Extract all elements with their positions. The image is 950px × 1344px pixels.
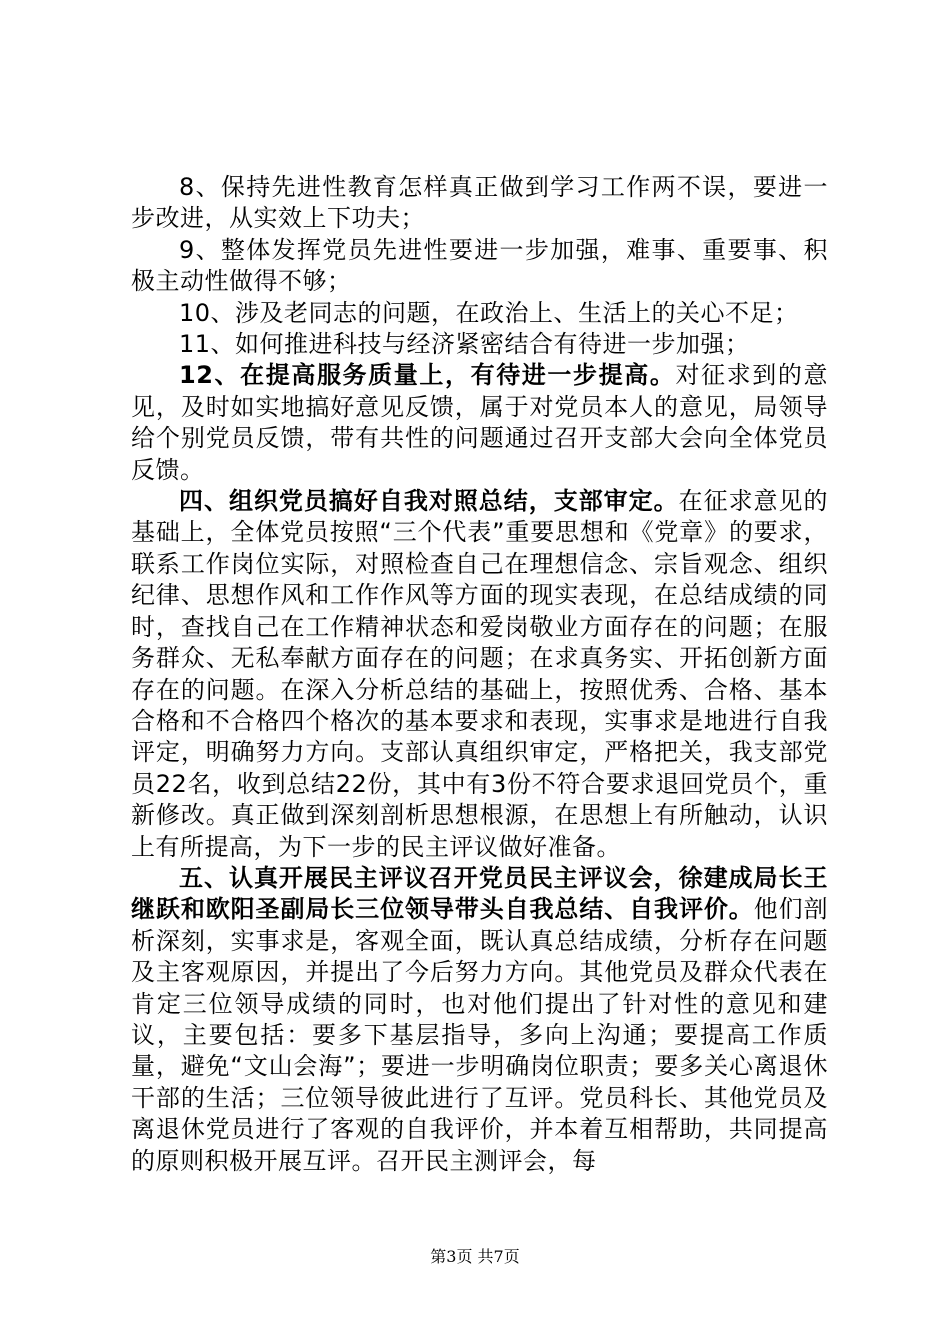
paragraph-body: 对征求到的意见，及时如实地搞好意见反馈，属于对党员本人的意见，局领导给个别党员反馈，带有共性的问题通过召开支部大会向全体党员反馈。 [131, 361, 828, 484]
paragraph-lead: 11、如何推进科技与经济紧密结合有待进一步加强； [179, 330, 750, 359]
paragraph-lead: 9、整体发挥党员先进性要进一步加强，难事、重要事、积极主动性做得不够； [131, 235, 828, 296]
paragraph-item-12 [131, 360, 828, 486]
section-five-paragraph [131, 863, 828, 1177]
section-heading: 四、组织党员搞好自我对照总结，支部审定。 [179, 487, 679, 516]
paragraph-item-8 [131, 172, 828, 235]
paragraph-lead: 8、保持先进性教育怎样真正做到学习工作两不误，要进一步改进，从实效上下功夫； [131, 173, 828, 233]
paragraph-body: 他们剖析深刻，实事求是，客观全面，既认真总结成绩，分析存在问题及主客观原因，并提出了今后努力方向。其他党员及群众代表在肯定三位领导成绩的同时，也对他们提出了针对性的意见和建议，主要包括：要多下基层指导，多向上沟通；要提高工作质量，避免“文山会海”；要进一步明确岗位职责；要多关心离退休干部的生活；三位领导彼此进行了互评。党员科长、其他党员及离退休党员进行了客观的自我评价，并本着互相帮助，共同提高的原则积极开展互评。召开民主测评会，每 [131, 895, 829, 1175]
paragraph-item-11 [131, 329, 828, 360]
paragraph-item-9 [131, 235, 828, 298]
paragraph-lead: 10、涉及老同志的问题，在政治上、生活上的关心不足； [179, 298, 799, 327]
page-number-footer: 第3页 共7页 [430, 1247, 520, 1266]
section-four-paragraph [131, 486, 828, 863]
paragraph-item-10 [131, 298, 828, 329]
paragraph-body: 在征求意见的基础上，全体党员按照“三个代表”重要思想和《党章》的要求，联系工作岗位实际，对照检查自己在理想信念、宗旨观念、组织纪律、思想作风和工作作风等方面的现实表现，在总结成绩的同时，查找自己在工作精神状态和爱岗敬业方面存在的问题；在服务群众、无私奉献方面存在的问题；在求真务实、开拓创新方面存在的问题。在深入分析总结的基础上，按照优秀、合格、基本合格和不合格四个格次的基本要求和表现，实事求是地进行自我评定，明确努力方向。支部认真组织审定，严格把关，我支部党员22名，收到总结22份，其中有3份不符合要求退回党员个，重新修改。真正做到深刻剖析思想根源，在思想上有所触动，认识上有所提高，为下一步的民主评议做好准备。 [131, 487, 829, 861]
paragraph-lead: 12、在提高服务质量上，有待进一步提高。 [179, 361, 676, 390]
document-body [131, 172, 828, 1177]
section-heading: 五、认真开展民主评议召开党员民主评议会，徐建成局长王继跃和欧阳圣副局长三位领导带头自我总结、自我评价。 [131, 863, 828, 924]
